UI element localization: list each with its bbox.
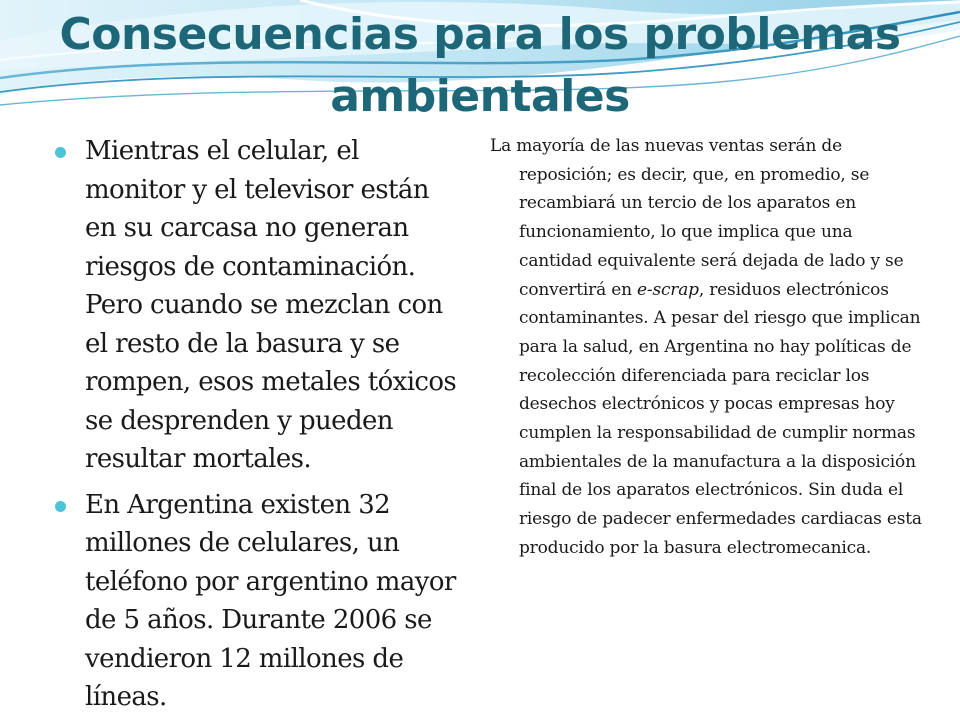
bullet-list <box>52 132 462 724</box>
side-paragraph <box>490 132 929 563</box>
bullet-text: En Argentina existen 32 millones de celulares, un teléfono por argentino mayor de 5 años. Durante 2006 se vendieron 12 millones de líneas. <box>85 489 456 712</box>
bullet-item-2 <box>52 486 462 717</box>
bullet-dot-icon <box>55 501 66 512</box>
bullet-dot-icon <box>55 147 66 158</box>
side-paragraph-text-1: La mayoría de las nuevas ventas serán de reposición; es decir, que, en promedio, se recambiará un tercio de los aparatos en funcionamiento, lo que implica que una cantidad equivalente será dejada de lado y se convertirá en <box>490 136 904 300</box>
bullet-item-1 <box>52 132 462 479</box>
side-paragraph-italic-term: e-scrap <box>637 279 699 300</box>
side-paragraph-text-2: , residuos electrónicos contaminantes. A pesar del riesgo que implican para la salud, en Argentina no hay políticas de recolección diferenciada para reciclar los desechos electrónicos y pocas empresas hoy cumplen la responsabilidad de cumplir normas ambientales de la manufactura a la disposición final de los aparatos electrónicos. Sin duda el riesgo de padecer enfermedades cardiacas esta producido por la basura electromecanica. <box>519 279 922 558</box>
slide-title: Consecuencias para los problemas ambientales <box>59 9 901 122</box>
bullet-text: Mientras el celular, el monitor y el televisor están en su carcasa no generan riesgos de contaminación. Pero cuando se mezclan con el resto de la basura y se rompen, esos metales tóxicos se desprenden y pueden resultar mortales. <box>85 136 457 474</box>
